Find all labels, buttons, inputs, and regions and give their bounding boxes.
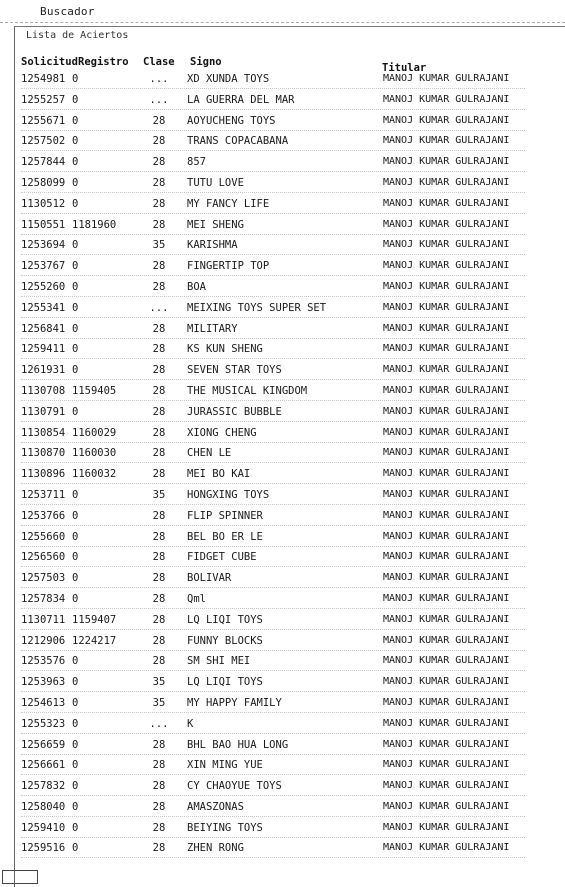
clase-cell: 28 xyxy=(152,468,166,481)
solicitud-cell: 1150551 xyxy=(21,218,66,231)
titular-cell: MANOJ KUMAR GULRAJANI xyxy=(383,634,510,646)
page-title: Buscador xyxy=(40,5,95,18)
clase-cell: 28 xyxy=(152,592,166,605)
signo-cell: CHEN LE xyxy=(187,447,232,460)
titular-cell: MANOJ KUMAR GULRAJANI xyxy=(383,405,510,417)
titular-cell: MANOJ KUMAR GULRAJANI xyxy=(383,239,510,251)
signo-cell: XD XUNDA TOYS xyxy=(187,73,270,85)
registro-cell: 0 xyxy=(72,405,79,418)
table-row[interactable] xyxy=(0,717,565,738)
signo-cell: ZHEN RONG xyxy=(187,842,244,855)
clase-cell: ... xyxy=(149,93,169,106)
solicitud-cell: 1255323 xyxy=(21,717,66,730)
clase-cell: 35 xyxy=(152,239,166,252)
clase-cell: ... xyxy=(149,73,169,85)
table-row[interactable] xyxy=(0,550,565,571)
solicitud-cell: 1130854 xyxy=(21,426,66,439)
table-row[interactable] xyxy=(0,758,565,779)
titular-cell: MANOJ KUMAR GULRAJANI xyxy=(383,114,510,126)
solicitud-cell: 1253576 xyxy=(21,655,66,668)
table-row[interactable] xyxy=(0,800,565,821)
table-row[interactable] xyxy=(0,322,565,343)
signo-cell: BOLIVAR xyxy=(187,572,232,585)
titular-cell: MANOJ KUMAR GULRAJANI xyxy=(383,73,510,84)
signo-cell: 857 xyxy=(187,156,206,169)
table-row[interactable] xyxy=(0,342,565,363)
clase-cell: 28 xyxy=(152,634,166,647)
registro-cell: 0 xyxy=(72,280,79,293)
clase-cell: 28 xyxy=(152,572,166,585)
table-row[interactable] xyxy=(0,571,565,592)
solicitud-cell: 1255671 xyxy=(21,114,66,127)
table-row[interactable] xyxy=(0,779,565,800)
signo-cell: CY CHAOYUE TOYS xyxy=(187,780,282,793)
solicitud-cell: 1256841 xyxy=(21,322,66,335)
clase-cell: 35 xyxy=(152,676,166,689)
titular-cell: MANOJ KUMAR GULRAJANI xyxy=(383,468,510,480)
titular-cell: MANOJ KUMAR GULRAJANI xyxy=(383,572,510,584)
solicitud-cell: 1130896 xyxy=(21,468,66,481)
solicitud-cell: 1253711 xyxy=(21,488,66,501)
clase-cell: 28 xyxy=(152,114,166,127)
signo-cell: TUTU LOVE xyxy=(187,176,244,189)
table-row[interactable] xyxy=(0,155,565,176)
registro-cell: 0 xyxy=(72,239,79,252)
titular-cell: MANOJ KUMAR GULRAJANI xyxy=(383,696,510,708)
registro-cell: 0 xyxy=(72,509,79,522)
clase-cell: 28 xyxy=(152,821,166,834)
signo-cell: KS KUN SHENG xyxy=(187,343,263,356)
titular-cell: MANOJ KUMAR GULRAJANI xyxy=(383,176,510,188)
titular-cell: MANOJ KUMAR GULRAJANI xyxy=(383,676,510,688)
registro-cell: 0 xyxy=(72,488,79,501)
solicitud-cell: 1212906 xyxy=(21,634,66,647)
registro-cell: 1160030 xyxy=(72,447,117,460)
table-row[interactable] xyxy=(0,530,565,551)
table-row[interactable] xyxy=(0,259,565,280)
table-row[interactable] xyxy=(0,634,565,655)
solicitud-cell: 1258099 xyxy=(21,176,66,189)
clase-cell: 28 xyxy=(152,405,166,418)
table-row[interactable] xyxy=(0,218,565,239)
registro-cell: 0 xyxy=(72,176,79,189)
table-row[interactable] xyxy=(0,405,565,426)
registro-cell: 0 xyxy=(72,800,79,813)
solicitud-cell: 1254981 xyxy=(21,73,66,85)
clase-cell: 35 xyxy=(152,696,166,709)
titular-cell: MANOJ KUMAR GULRAJANI xyxy=(383,260,510,272)
clase-cell: 28 xyxy=(152,322,166,335)
table-row[interactable] xyxy=(0,301,565,322)
registro-cell: 0 xyxy=(72,301,79,314)
signo-cell: XIN MING YUE xyxy=(187,759,263,772)
table-header xyxy=(0,56,565,74)
footer-control[interactable] xyxy=(2,870,38,884)
signo-cell: LA GUERRA DEL MAR xyxy=(187,93,295,106)
titular-cell: MANOJ KUMAR GULRAJANI xyxy=(383,717,510,729)
clase-cell: 28 xyxy=(152,613,166,626)
signo-cell: FLIP SPINNER xyxy=(187,509,263,522)
registro-cell: 1159405 xyxy=(72,384,117,397)
solicitud-cell: 1253694 xyxy=(21,239,66,252)
titular-cell: MANOJ KUMAR GULRAJANI xyxy=(383,343,510,355)
clase-cell: 28 xyxy=(152,260,166,273)
registro-cell: 0 xyxy=(72,322,79,335)
column-header-registro: Registro xyxy=(78,56,129,68)
titular-cell: MANOJ KUMAR GULRAJANI xyxy=(383,447,510,459)
titular-cell: MANOJ KUMAR GULRAJANI xyxy=(383,800,510,812)
signo-cell: Qml xyxy=(187,592,206,605)
registro-cell: 1160029 xyxy=(72,426,117,439)
titular-cell: MANOJ KUMAR GULRAJANI xyxy=(383,280,510,292)
clase-cell: 28 xyxy=(152,280,166,293)
table-row[interactable] xyxy=(0,488,565,509)
solicitud-cell: 1255260 xyxy=(21,280,66,293)
clase-cell: ... xyxy=(149,301,169,314)
registro-cell: 0 xyxy=(72,114,79,127)
clase-cell: 28 xyxy=(152,738,166,751)
column-header-titular: Titular xyxy=(382,62,427,74)
solicitud-cell: 1261931 xyxy=(21,364,66,377)
clase-cell: 28 xyxy=(152,197,166,210)
column-header-clase: Clase xyxy=(143,56,175,68)
solicitud-cell: 1257832 xyxy=(21,780,66,793)
titular-cell: MANOJ KUMAR GULRAJANI xyxy=(383,197,510,209)
clase-cell: 28 xyxy=(152,176,166,189)
solicitud-cell: 1253767 xyxy=(21,260,66,273)
registro-cell: 0 xyxy=(72,197,79,210)
titular-cell: MANOJ KUMAR GULRAJANI xyxy=(383,301,510,313)
signo-cell: BEIYING TOYS xyxy=(187,821,263,834)
signo-cell: AMASZONAS xyxy=(187,800,244,813)
registro-cell: 0 xyxy=(72,260,79,273)
titular-cell: MANOJ KUMAR GULRAJANI xyxy=(383,592,510,604)
solicitud-cell: 1130512 xyxy=(21,197,66,210)
table-row[interactable] xyxy=(0,841,565,862)
clase-cell: 28 xyxy=(152,447,166,460)
titular-cell: MANOJ KUMAR GULRAJANI xyxy=(383,551,510,563)
signo-cell: FIDGET CUBE xyxy=(187,551,257,564)
results-table-body xyxy=(0,72,565,862)
registro-cell: 1181960 xyxy=(72,218,117,231)
table-row[interactable] xyxy=(0,93,565,114)
registro-cell: 1159407 xyxy=(72,613,117,626)
solicitud-cell: 1259516 xyxy=(21,842,66,855)
titular-cell: MANOJ KUMAR GULRAJANI xyxy=(383,135,510,147)
titular-cell: MANOJ KUMAR GULRAJANI xyxy=(383,613,510,625)
column-header-solicitud: Solicitud xyxy=(21,56,78,68)
table-row[interactable] xyxy=(0,467,565,488)
registro-cell: 0 xyxy=(72,572,79,585)
clase-cell: 28 xyxy=(152,343,166,356)
registro-cell: 0 xyxy=(72,73,79,85)
clase-cell: 28 xyxy=(152,780,166,793)
titular-cell: MANOJ KUMAR GULRAJANI xyxy=(383,488,510,500)
registro-cell: 1224217 xyxy=(72,634,117,647)
registro-cell: 0 xyxy=(72,676,79,689)
registro-cell: 0 xyxy=(72,759,79,772)
clase-cell: 28 xyxy=(152,426,166,439)
solicitud-cell: 1257834 xyxy=(21,592,66,605)
signo-cell: BEL BO ER LE xyxy=(187,530,263,543)
signo-cell: SEVEN STAR TOYS xyxy=(187,364,282,377)
table-row[interactable] xyxy=(0,114,565,135)
registro-cell: 0 xyxy=(72,135,79,148)
signo-cell: MEI SHENG xyxy=(187,218,244,231)
clase-cell: 28 xyxy=(152,530,166,543)
solicitud-cell: 1257502 xyxy=(21,135,66,148)
table-row[interactable] xyxy=(0,696,565,717)
clase-cell: 28 xyxy=(152,800,166,813)
clase-cell: 28 xyxy=(152,156,166,169)
signo-cell: THE MUSICAL KINGDOM xyxy=(187,384,308,397)
table-row[interactable] xyxy=(0,821,565,842)
titular-cell: MANOJ KUMAR GULRAJANI xyxy=(383,93,510,105)
registro-cell: 0 xyxy=(72,655,79,668)
panel-title: Lista de Aciertos xyxy=(26,30,129,41)
solicitud-cell: 1257503 xyxy=(21,572,66,585)
solicitud-cell: 1257844 xyxy=(21,156,66,169)
table-row[interactable] xyxy=(0,197,565,218)
solicitud-cell: 1253766 xyxy=(21,509,66,522)
signo-cell: HONGXING TOYS xyxy=(187,488,270,501)
solicitud-cell: 1258040 xyxy=(21,800,66,813)
signo-cell: LQ LIQI TOYS xyxy=(187,613,263,626)
signo-cell: TRANS COPACABANA xyxy=(187,135,289,148)
clase-cell: 28 xyxy=(152,364,166,377)
registro-cell: 0 xyxy=(72,156,79,169)
table-row[interactable] xyxy=(0,72,565,93)
clase-cell: 28 xyxy=(152,759,166,772)
titular-cell: MANOJ KUMAR GULRAJANI xyxy=(383,738,510,750)
signo-cell: MILITARY xyxy=(187,322,238,335)
solicitud-cell: 1259410 xyxy=(21,821,66,834)
clase-cell: 28 xyxy=(152,218,166,231)
top-rule xyxy=(0,22,565,23)
registro-cell: 0 xyxy=(72,551,79,564)
signo-cell: MY HAPPY FAMILY xyxy=(187,696,282,709)
solicitud-cell: 1130791 xyxy=(21,405,66,418)
solicitud-cell: 1256659 xyxy=(21,738,66,751)
solicitud-cell: 1130708 xyxy=(21,384,66,397)
titular-cell: MANOJ KUMAR GULRAJANI xyxy=(383,842,510,854)
signo-cell: KARISHMA xyxy=(187,239,238,252)
signo-cell: LQ LIQI TOYS xyxy=(187,676,263,689)
signo-cell: AOYUCHENG TOYS xyxy=(187,114,276,127)
titular-cell: MANOJ KUMAR GULRAJANI xyxy=(383,218,510,230)
clase-cell: 28 xyxy=(152,509,166,522)
clase-cell: 35 xyxy=(152,488,166,501)
table-row[interactable] xyxy=(0,446,565,467)
registro-cell: 0 xyxy=(72,717,79,730)
table-row[interactable] xyxy=(0,176,565,197)
registro-cell: 1160032 xyxy=(72,468,117,481)
titular-cell: MANOJ KUMAR GULRAJANI xyxy=(383,322,510,334)
registro-cell: 0 xyxy=(72,93,79,106)
solicitud-cell: 1255660 xyxy=(21,530,66,543)
table-row[interactable] xyxy=(0,613,565,634)
signo-cell: BHL BAO HUA LONG xyxy=(187,738,289,751)
titular-cell: MANOJ KUMAR GULRAJANI xyxy=(383,426,510,438)
signo-cell: SM SHI MEI xyxy=(187,655,251,668)
titular-cell: MANOJ KUMAR GULRAJANI xyxy=(383,655,510,667)
solicitud-cell: 1130711 xyxy=(21,613,66,626)
solicitud-cell: 1130870 xyxy=(21,447,66,460)
titular-cell: MANOJ KUMAR GULRAJANI xyxy=(383,530,510,542)
table-row[interactable] xyxy=(0,592,565,613)
column-header-signo: Signo xyxy=(190,56,222,68)
clase-cell: 28 xyxy=(152,135,166,148)
table-row[interactable] xyxy=(0,738,565,759)
registro-cell: 0 xyxy=(72,738,79,751)
signo-cell: MEIXING TOYS SUPER SET xyxy=(187,301,327,314)
table-row[interactable] xyxy=(0,363,565,384)
table-row[interactable] xyxy=(0,384,565,405)
solicitud-cell: 1256560 xyxy=(21,551,66,564)
registro-cell: 0 xyxy=(72,780,79,793)
signo-cell: BOA xyxy=(187,280,206,293)
solicitud-cell: 1255257 xyxy=(21,93,66,106)
titular-cell: MANOJ KUMAR GULRAJANI xyxy=(383,156,510,168)
table-row[interactable] xyxy=(0,509,565,530)
signo-cell: K xyxy=(187,717,194,730)
titular-cell: MANOJ KUMAR GULRAJANI xyxy=(383,821,510,833)
table-row[interactable] xyxy=(0,675,565,696)
solicitud-cell: 1253963 xyxy=(21,676,66,689)
solicitud-cell: 1256661 xyxy=(21,759,66,772)
titular-cell: MANOJ KUMAR GULRAJANI xyxy=(383,384,510,396)
registro-cell: 0 xyxy=(72,696,79,709)
registro-cell: 0 xyxy=(72,343,79,356)
table-row[interactable] xyxy=(0,654,565,675)
clase-cell: 28 xyxy=(152,551,166,564)
signo-cell: FINGERTIP TOP xyxy=(187,260,270,273)
clase-cell: 28 xyxy=(152,655,166,668)
signo-cell: JURASSIC BUBBLE xyxy=(187,405,282,418)
signo-cell: FUNNY BLOCKS xyxy=(187,634,263,647)
signo-cell: MY FANCY LIFE xyxy=(187,197,270,210)
signo-cell: XIONG CHENG xyxy=(187,426,257,439)
solicitud-cell: 1259411 xyxy=(21,343,66,356)
clase-cell: 28 xyxy=(152,384,166,397)
titular-cell: MANOJ KUMAR GULRAJANI xyxy=(383,759,510,771)
registro-cell: 0 xyxy=(72,530,79,543)
registro-cell: 0 xyxy=(72,364,79,377)
registro-cell: 0 xyxy=(72,842,79,855)
table-row[interactable] xyxy=(0,134,565,155)
titular-cell: MANOJ KUMAR GULRAJANI xyxy=(383,509,510,521)
table-row[interactable] xyxy=(0,238,565,259)
titular-cell: MANOJ KUMAR GULRAJANI xyxy=(383,780,510,792)
registro-cell: 0 xyxy=(72,592,79,605)
solicitud-cell: 1255341 xyxy=(21,301,66,314)
clase-cell: ... xyxy=(149,717,169,730)
table-row[interactable] xyxy=(0,280,565,301)
clase-cell: 28 xyxy=(152,842,166,855)
titular-cell: MANOJ KUMAR GULRAJANI xyxy=(383,364,510,376)
registro-cell: 0 xyxy=(72,821,79,834)
solicitud-cell: 1254613 xyxy=(21,696,66,709)
table-row[interactable] xyxy=(0,426,565,447)
signo-cell: MEI BO KAI xyxy=(187,468,251,481)
